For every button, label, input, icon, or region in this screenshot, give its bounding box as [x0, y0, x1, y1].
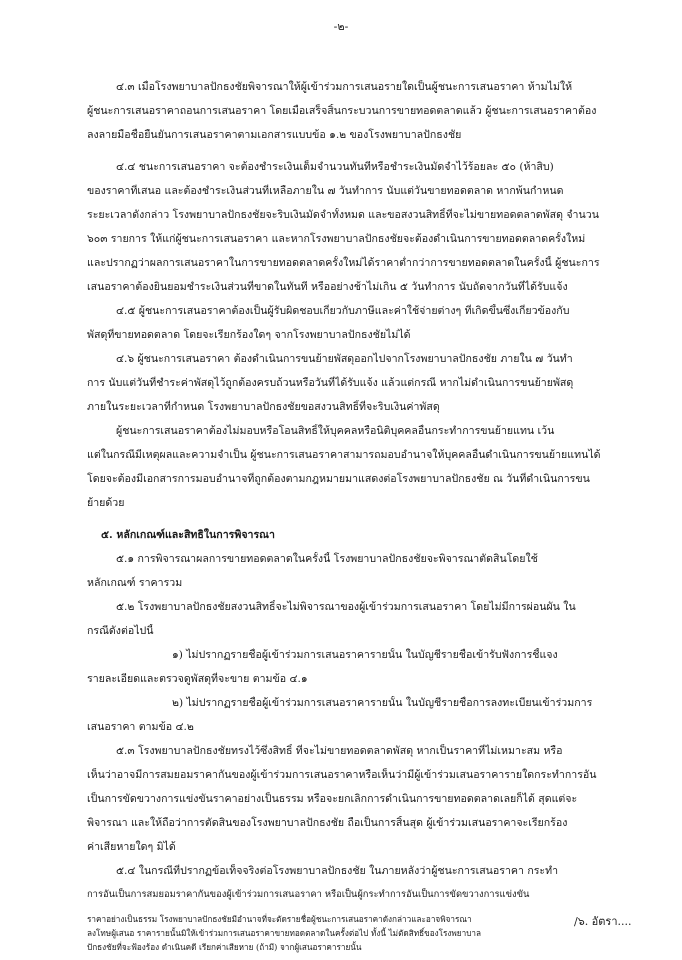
paragraph-4-6-line-3: ภายในระยะเวลาที่กำหนด โรงพยาบาลปักธงชัยขอสงวนสิทธิ์ที่จะริบเงินค่าพัสดุ [87, 401, 440, 413]
paragraph-5-4-line-3: ราคาอย่างเป็นธรรม โรงพยาบาลปักธงชัยมีอำนาจที่จะตัดรายชื่อผู้ชนะการเสนอราคาดังกล่าวและอาจพิจารณา [87, 914, 472, 924]
paragraph-5-3-line-5: ค่าเสียหายใดๆ มิได้ [87, 841, 176, 853]
continuation-marker: /๖. อัตรา.... [574, 915, 632, 928]
paragraph-5-4-line-1: ๕.๔ ในกรณีที่ปรากฏข้อเท็จจริงต่อโรงพยาบาลปักธงชัย ในภายหลังว่าผู้ชนะการเสนอราคา กระทำ [116, 865, 559, 877]
paragraph-4-6b-line-4: ย้ายด้วย [87, 497, 125, 509]
paragraph-4-3-line-2: ผู้ชนะการเสนอราคาถอนการเสนอราคา โดยเมื่อเสร็จสิ้นกระบวนการขายทอดตลาดแล้ว ผู้ชนะการเสนอราคาต้อง [87, 105, 597, 117]
paragraph-4-6-line-2: การ นับแต่วันที่ชำระค่าพัสดุไว้ถูกต้องครบถ้วนหรือวันที่ได้รับแจ้ง แล้วแต่กรณี หากไม่ดำเนินการขนย้ายพัสดุ [87, 377, 574, 389]
paragraph-5-2-item-1-line-1: ๑) ไม่ปรากฏรายชื่อผู้เข้าร่วมการเสนอราคารายนั้น ในบัญชีรายชื่อเข้ารับฟังการชี้แจง [172, 649, 558, 661]
paragraph-4-5-line-2: พัสดุที่ขายทอดตลาด โดยจะเรียกร้องใดๆ จากโรงพยาบาลปักธงชัยไม่ได้ [87, 329, 411, 341]
paragraph-4-6b-line-3: โดยจะต้องมีเอกสารการมอบอำนาจที่ถูกต้องตามกฎหมายมาแสดงต่อโรงพยาบาลปักธงชัย ณ วันที่ดำเนินการขน [87, 473, 590, 485]
paragraph-4-4-line-5: และปรากฏว่าผลการเสนอราคาในการขายทอดตลาดครั้งใหม่ได้ราคาต่ำกว่าการขายทอดตลาดในครั้งนี้ ผู้ชนะการ [87, 257, 600, 269]
section-5-heading: ๕. หลักเกณฑ์และสิทธิในการพิจารณา [101, 529, 275, 541]
paragraph-4-6-line-1: ๔.๖ ผู้ชนะการเสนอราคา ต้องดำเนินการขนย้ายพัสดุออกไปจากโรงพยาบาลปักธงชัย ภายใน ๗ วันทำ [116, 353, 573, 365]
paragraph-5-3-line-2: เห็นว่าอาจมีการสมยอมราคากันของผู้เข้าร่วมการเสนอราคาหรือเห็นว่ามีผู้เข้าร่วมเสนอราคารายใดกระทำการอัน [87, 769, 597, 781]
paragraph-5-3-line-1: ๕.๓ โรงพยาบาลปักธงชัยทรงไว้ซึ่งสิทธิ์ ที่จะไม่ขายทอดตลาดพัสดุ หากเป็นราคาที่ไม่เหมาะสม หรือ [116, 745, 563, 757]
paragraph-5-2-line-2: กรณีดังต่อไปนี้ [87, 625, 154, 637]
paragraph-5-3-line-3: เป็นการขัดขวางการแข่งขันราคาอย่างเป็นธรรม หรือจะยกเลิกการดำเนินการขายทอดตลาดเลยก็ได้ สุดแต่จะ [87, 793, 578, 805]
paragraph-5-2-item-1-line-2: รายละเอียดและตรวจดูพัสดุที่จะขาย ตามข้อ ๔.๑ [87, 673, 308, 685]
paragraph-5-1-line-1: ๕.๑ การพิจารณาผลการขายทอดตลาดในครั้งนี้ โรงพยาบาลปักธงชัยจะพิจารณาตัดสินโดยใช้ [116, 553, 538, 565]
paragraph-4-3-line-1: ๔.๓ เมื่อโรงพยาบาลปักธงชัยพิจารณาให้ผู้เข้าร่วมการเสนอรายใดเป็นผู้ชนะการเสนอราคา ห้ามไม่ให้ [116, 81, 573, 93]
paragraph-4-4-line-3: ระยะเวลาดังกล่าว โรงพยาบาลปักธงชัยจะริบเงินมัดจำทั้งหมด และขอสงวนสิทธิ์ที่จะไม่ขายทอดตลาดพัสดุ จำนวน [87, 209, 599, 221]
page-number: -๒- [333, 20, 349, 33]
paragraph-4-4-line-1: ๔.๔ ชนะการเสนอราคา จะต้องชำระเงินเต็มจำนวนทันทีหรือชำระเงินมัดจำไว้ร้อยละ ๕๐ (ห้าสิบ) [116, 161, 554, 173]
paragraph-5-2-item-2-line-1: ๒) ไม่ปรากฏรายชื่อผู้เข้าร่วมการเสนอราคารายนั้น ในบัญชีรายชื่อการลงทะเบียนเข้าร่วมการ [172, 697, 593, 709]
paragraph-4-6b-line-2: แต่ในกรณีมีเหตุผลและความจำเป็น ผู้ชนะการเสนอราคาสามารถมอบอำนาจให้บุคคลอื่นดำเนินการขนย้ายแทนได้ [87, 449, 601, 461]
paragraph-5-3-line-4: พิจารณา และให้ถือว่าการตัดสินของโรงพยาบาลปักธงชัย ถือเป็นการสิ้นสุด ผู้เข้าร่วมเสนอราคาจะเรียกร้อง [87, 817, 568, 829]
paragraph-4-5-line-1: ๔.๕ ผู้ชนะการเสนอราคาต้องเป็นผู้รับผิดชอบเกี่ยวกับภาษีและค่าใช้จ่ายต่างๆ ที่เกิดขึ้นซึ่งเกี่ยวข้องกับ [116, 305, 570, 317]
paragraph-4-3-line-3: ลงลายมือชื่อยืนยันการเสนอราคาตามเอกสารแบบข้อ ๑.๒ ของโรงพยาบาลปักธงชัย [87, 129, 462, 141]
paragraph-5-4-line-5: ปักธงชัยที่จะฟ้องร้อง ดำเนินคดี เรียกค่าเสียหาย (ถ้ามี) จากผู้เสนอราคารายนั้น [87, 942, 362, 952]
paragraph-5-2-item-2-line-2: เสนอราคา ตามข้อ ๔.๒ [87, 721, 194, 733]
paragraph-4-4-line-2: ของราคาที่เสนอ และต้องชำระเงินส่วนที่เหลือภายใน ๗ วันทำการ นับแต่วันขายทอดตลาด หากพ้นกำหนด [87, 185, 564, 197]
paragraph-5-4-line-2: การอันเป็นการสมยอมราคากันของผู้เข้าร่วมการเสนอราคา หรือเป็นผู้กระทำการอันเป็นการขัดขวางการแข่งขัน [87, 889, 530, 900]
paragraph-4-4-line-6: เสนอราคาต้องยินยอมชำระเงินส่วนที่ขาดในทันที หรืออย่างช้าไม่เกิน ๕ วันทำการ นับถัดจากวันที่ได้รับแจ้ง [87, 281, 568, 293]
paragraph-5-2-line-1: ๕.๒ โรงพยาบาลปักธงชัยสงวนสิทธิ์จะไม่พิจารณาของผู้เข้าร่วมการเสนอราคา โดยไม่มีการผ่อนผัน ใน [116, 601, 576, 613]
paragraph-5-1-line-2: หลักเกณฑ์ ราคารวม [87, 577, 183, 589]
paragraph-5-4-line-4: ลงโทษผู้เสนอ ราคารายนั้นมิให้เข้าร่วมการเสนอราคาขายทอดตลาดในครั้งต่อไป ทั้งนี้ ไม่ตัดสิทธิ์ของโรงพยาบาล [87, 928, 482, 938]
paragraph-4-6b-line-1: ผู้ชนะการเสนอราคาต้องไม่มอบหรือโอนสิทธิ์ให้บุคคลหรือนิติบุคคลอื่นกระทำการขนย้ายแทน เว้น [116, 425, 555, 437]
paragraph-4-4-line-4: ๖๐๓ รายการ ให้แก่ผู้ชนะการเสนอราคา และหากโรงพยาบาลปักธงชัยจะต้องดำเนินการขายทอดตลาดครั้งใหม่ [87, 233, 586, 245]
